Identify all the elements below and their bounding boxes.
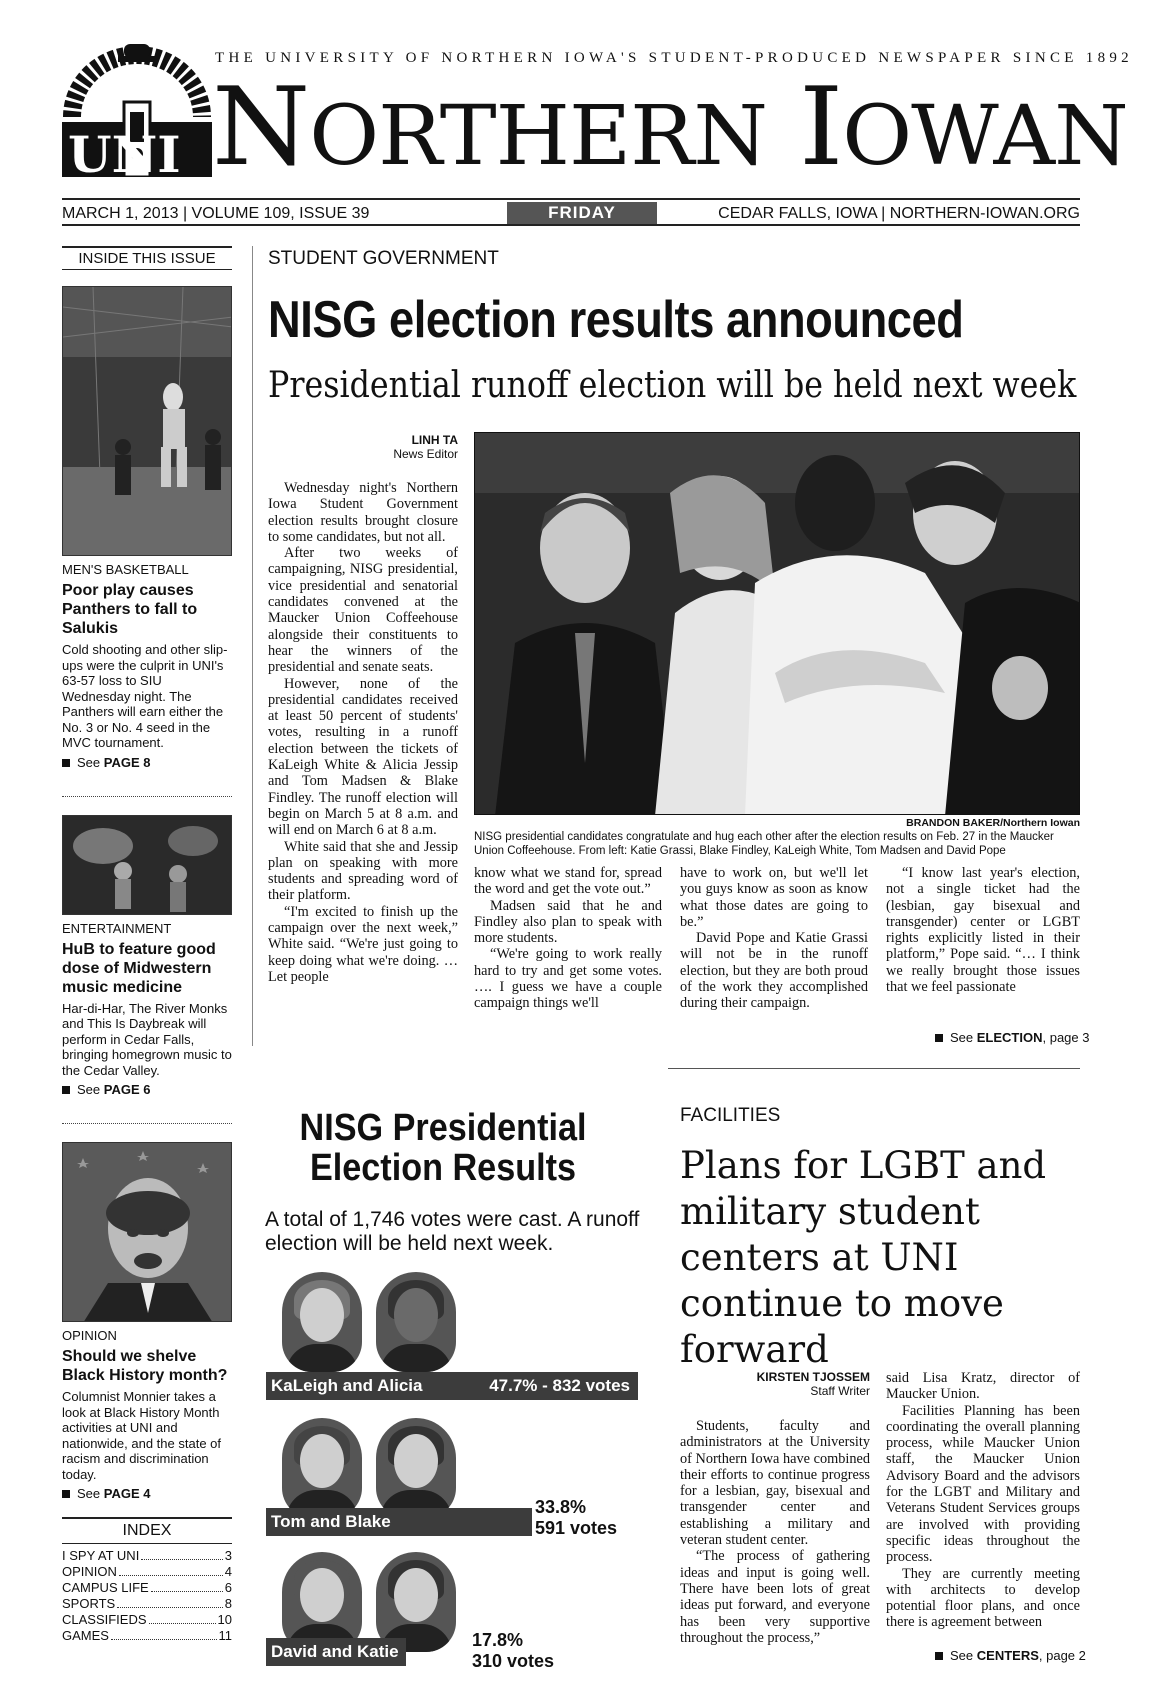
ticket-1-photos bbox=[282, 1272, 456, 1372]
main-story-deck: Presidential runoff election will be held next week bbox=[268, 365, 1077, 406]
index-row[interactable]: CAMPUS LIFE 6 bbox=[62, 1580, 232, 1595]
divider bbox=[62, 796, 232, 797]
main-story-column-2: know what we stand for, spread the word and get the vote out.” Madsen said that he and Findley also plan to speak with more students. “We're going to work really hard to try and get some votes. …. I guess we have a couple campaign things we'll bbox=[474, 865, 662, 1012]
ticket-3-photos bbox=[282, 1552, 456, 1652]
candidates-hug-photo bbox=[474, 432, 1080, 815]
bullet-square-icon bbox=[62, 1490, 70, 1498]
ticket-name: David and Katie bbox=[271, 1642, 399, 1661]
sidebar-headline[interactable]: HuB to feature good dose of Midwestern music medicine bbox=[62, 940, 216, 996]
author-role: News Editor bbox=[393, 447, 458, 461]
sidebar-headline[interactable]: Should we shelve Black History month? bbox=[62, 1348, 228, 1384]
main-story-column-1: Wednesday night's Northern Iowa Student Government election results brought closure to some candidates, but not all. After two weeks of campaigning, NISG presidential, vice presidential and senatorial candidates convened at the Maucker Union Coffeehouse alongside their constituents to hear the winners of the presidential and senate seats. However, none of the presidential candidates received at least 50 percent of students' votes, resulting in a runoff election between the tickets of KaLeigh White & Alicia Jessip and Tom Madsen & Blake Findley. The runoff election will begin on March 5 at 8 a.m. and will end on March 6 at 8 a.m. White said that she and Jessip plan on speaking with more students and spreading word of their platform. “I'm excited to finish up the campaign over the next week,” White said. “We're just going to keep doing what we're doing. … Let people bbox=[268, 480, 458, 985]
sidebar-section: MEN'S BASKETBALL bbox=[62, 562, 189, 577]
ticket-name: Tom and Blake bbox=[271, 1512, 391, 1531]
mlk-illustration bbox=[62, 1142, 232, 1322]
sidebar-title: INSIDE THIS ISSUE bbox=[62, 246, 232, 270]
masthead-tagline: THE UNIVERSITY OF NORTHERN IOWA'S STUDENT-PRODUCED NEWSPAPER SINCE 1892 bbox=[215, 50, 1133, 66]
results-title: NISG Presidential Election Results bbox=[299, 1107, 587, 1189]
column-rule bbox=[252, 246, 253, 1046]
section-rule bbox=[668, 1068, 1080, 1069]
facilities-kicker: FACILITIES bbox=[680, 1105, 781, 1126]
sidebar-headline[interactable]: Poor play causes Panthers to fall to Salukis bbox=[62, 582, 198, 637]
candidate-photo bbox=[376, 1418, 456, 1518]
ticket-name: KaLeigh and Alicia bbox=[271, 1376, 423, 1395]
index-row[interactable]: OPINION 4 bbox=[62, 1564, 232, 1579]
inside-this-issue bbox=[62, 246, 232, 1644]
ticket-3-result: 17.8% 310 votes bbox=[472, 1630, 555, 1671]
index-row[interactable]: GAMES 11 bbox=[62, 1628, 232, 1643]
results-subtitle: A total of 1,746 votes were cast. A runoff election will be held next week. bbox=[265, 1208, 640, 1255]
sidebar-section: OPINION bbox=[62, 1328, 117, 1343]
sidebar-summary: Har-di-Har, The River Monks and This Is Daybreak will perform in Cedar Falls, bringing homegrown music to the Cedar Valley. bbox=[62, 1000, 232, 1078]
sidebar-see-link[interactable]: See PAGE 6 bbox=[62, 1082, 232, 1097]
sidebar-section: ENTERTAINMENT bbox=[62, 920, 172, 936]
ticket-result: 47.7% - 832 votes bbox=[489, 1376, 630, 1395]
main-story-column-4: “I know last year's election, not a single ticket had the (lesbian, gay bisexual and transgender) center or LGBT rights explicitly listed in their platform,” Pope said. “… I think we really brought those issues that we feel passionate bbox=[886, 865, 1080, 996]
candidate-photo bbox=[376, 1552, 456, 1652]
see-centers-link[interactable]: See CENTERS, page 2 bbox=[935, 1648, 1086, 1663]
bullet-square-icon bbox=[62, 1086, 70, 1094]
ticket-2-bar bbox=[266, 1508, 532, 1536]
sidebar-summary: Cold shooting and other slip-ups were the culprit in UNI's 63-57 loss to SIU Wednesday night. The Panthers will earn either the No. 3 or No. 4 seed in the MVC tournament. bbox=[62, 642, 228, 750]
ticket-1-bar bbox=[266, 1372, 638, 1400]
uni-logo bbox=[62, 42, 212, 177]
logo-text: UNI bbox=[68, 125, 181, 177]
concert-photo bbox=[62, 815, 232, 915]
bullet-square-icon bbox=[935, 1034, 943, 1042]
candidate-photo bbox=[376, 1272, 456, 1372]
bullet-square-icon bbox=[935, 1652, 943, 1660]
main-story-column-3: have to work on, but we'll let you guys know as soon as know what those dates are going to be.” David Pope and Katie Grassi will not be in the runoff election, but they are both proud of the work they accomplished during their campaign. bbox=[680, 865, 868, 1012]
index-title: INDEX bbox=[62, 1517, 232, 1540]
date-volume: MARCH 1, 2013 | VOLUME 109, ISSUE 39 bbox=[62, 205, 370, 222]
ticket-2-photos bbox=[282, 1418, 456, 1518]
candidate-photo bbox=[282, 1418, 362, 1518]
sidebar-summary: Columnist Monnier takes a look at Black History Month activities at UNI and nationwide, and the state of racism and discrimination today. bbox=[62, 1389, 222, 1482]
day-badge: FRIDAY bbox=[507, 202, 657, 224]
facilities-headline[interactable]: Plans for LGBT and military student centers at UNI continue to move forward bbox=[680, 1144, 1047, 1371]
divider bbox=[62, 1123, 232, 1124]
facilities-column-2: said Lisa Kratz, director of Maucker Union. Facilities Planning has been coordinating the overall planning process, while Maucker Union staff, the Maucker Union Advisory Board and the advisors for the LGBT and Military and Veterans Student Services groups are involved with providing specific ideas throughout the process. They are currently meeting with architects to develop potential floor plans, and once there is agreement between bbox=[886, 1370, 1080, 1631]
photo-credit: BRANDON BAKER/Northern Iowan bbox=[906, 817, 1080, 829]
index-row[interactable]: I SPY AT UNI 3 bbox=[62, 1548, 232, 1563]
candidate-photo bbox=[282, 1552, 362, 1652]
basketball-photo bbox=[62, 286, 232, 556]
dateline-bar bbox=[62, 198, 1080, 226]
facilities-byline bbox=[680, 1370, 870, 1398]
sidebar-see-link[interactable]: See PAGE 4 bbox=[62, 1486, 232, 1501]
index-row[interactable]: CLASSIFIEDS 10 bbox=[62, 1612, 232, 1627]
author-role: Staff Writer bbox=[810, 1384, 870, 1398]
index-list bbox=[62, 1543, 232, 1644]
candidate-photo bbox=[282, 1272, 362, 1372]
main-story-kicker: STUDENT GOVERNMENT bbox=[268, 248, 499, 269]
main-story-headline[interactable]: NISG election results announced bbox=[268, 291, 964, 349]
see-election-link[interactable]: See ELECTION, page 3 bbox=[935, 1030, 1090, 1045]
ticket-2-result: 33.8% 591 votes bbox=[535, 1497, 618, 1538]
sidebar-see-link[interactable]: See PAGE 8 bbox=[62, 755, 232, 770]
ticket-3-bar bbox=[266, 1638, 406, 1666]
photo-caption: NISG presidential candidates congratulate and hug each other after the election results on Feb. 27 in the Maucker Union Coffeehouse. From left: Katie Grassi, Blake Findley, KaLeigh White, Tom Madsen and David Pope bbox=[474, 831, 1054, 857]
facilities-column-1: Students, faculty and administrators at the University of Northern Iowa have combined their efforts to continue progress for a lesbian, gay, bisexual and transgender center and establishing a military and veteran student center. “The process of gathering ideas and input is going well. There have been lots of great ideas put forward, and everyone has been very supportive throughout the process,” bbox=[680, 1418, 870, 1646]
location-site: CEDAR FALLS, IOWA | NORTHERN-IOWAN.ORG bbox=[718, 205, 1080, 222]
index-row[interactable]: SPORTS 8 bbox=[62, 1596, 232, 1611]
author-name: KIRSTEN TJOSSEM bbox=[756, 1370, 870, 1384]
bullet-square-icon bbox=[62, 759, 70, 767]
main-story-byline bbox=[268, 433, 458, 461]
newspaper-title: NORTHERN IOWAN bbox=[212, 65, 1128, 190]
author-name: LINH TA bbox=[411, 433, 458, 447]
